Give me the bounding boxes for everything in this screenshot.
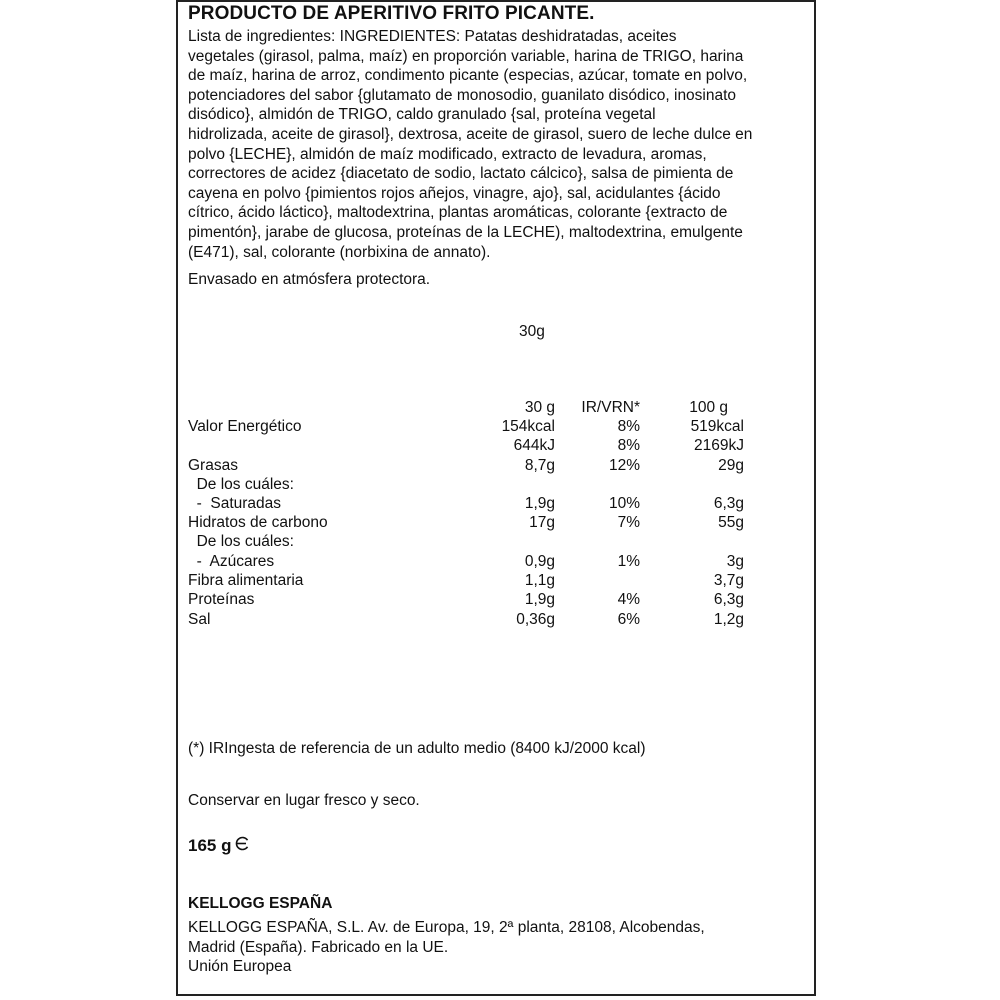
value-30g: 1,9g bbox=[524, 495, 555, 512]
ingredients-line: disódico}, almidón de TRIGO, caldo granulado {sal, proteína vegetal bbox=[188, 106, 656, 124]
address-line: Madrid (España). Fabricado en la UE. bbox=[188, 938, 449, 956]
value-ir: 4% bbox=[617, 591, 640, 608]
value-ir: 6% bbox=[617, 611, 640, 628]
value-30g: 0,9g bbox=[524, 553, 555, 570]
nutrient-label: Valor Energético bbox=[188, 418, 302, 435]
net-weight bbox=[188, 835, 250, 857]
ingredients-line: potenciadores del sabor {glutamato de monosodio, guanilato disódico, inosinato bbox=[188, 86, 737, 104]
value-ir: 1% bbox=[617, 553, 640, 570]
nutrient-label: Proteínas bbox=[188, 591, 255, 608]
address-line: KELLOGG ESPAÑA, S.L. Av. de Europa, 19, 2ª planta, 28108, Alcobendas, bbox=[188, 919, 705, 936]
value-100g: 1,2g bbox=[713, 611, 744, 628]
value-100g: 3,7g bbox=[713, 572, 744, 589]
value-100g: 6,3g bbox=[713, 591, 744, 608]
nutrient-label: - Azúcares bbox=[188, 553, 275, 570]
address-line: Unión Europea bbox=[188, 958, 292, 976]
ingredients-line: (E471), sal, colorante (norbixina de annato). bbox=[188, 243, 491, 261]
value-30g: 154kcal bbox=[501, 418, 555, 435]
ingredients-line: Lista de ingredientes: INGREDIENTES: Patatas deshidratadas, aceites bbox=[188, 28, 677, 45]
value-30g: 0,36g bbox=[516, 611, 555, 628]
value-ir: 8% bbox=[617, 437, 640, 454]
nutrient-sublabel: De los cuáles: bbox=[188, 476, 294, 493]
company-name: KELLOGG ESPAÑA bbox=[188, 895, 333, 912]
ingredients-line: cítrico, ácido láctico}, maltodextrina, plantas aromáticas, colorante {extracto de bbox=[188, 204, 728, 222]
storage-instructions: Conservar en lugar fresco y seco. bbox=[188, 792, 420, 809]
nutrient-label: Fibra alimentaria bbox=[188, 572, 304, 589]
value-100g: 519kcal bbox=[690, 418, 744, 435]
value-100g: 3g bbox=[726, 553, 744, 570]
reference-intake-footnote: (*) IRIngesta de referencia de un adulto medio (8400 kJ/2000 kcal) bbox=[188, 740, 646, 757]
nutrition-header-ir: IR/VRN* bbox=[581, 399, 640, 416]
value-ir: 12% bbox=[608, 457, 640, 474]
value-30g: 17g bbox=[529, 514, 555, 531]
nutrient-label: - Saturadas bbox=[188, 495, 282, 512]
value-ir: 10% bbox=[608, 495, 640, 512]
ingredients-line: vegetales (girasol, palma, maíz) en proporción variable, harina de TRIGO, harina bbox=[188, 47, 744, 65]
packaging-note: Envasado en atmósfera protectora. bbox=[188, 271, 431, 288]
ingredients-line: correctores de acidez {diacetato de sodio, lactato cálcico}, salsa de pimienta de bbox=[188, 165, 734, 183]
e-mark-icon bbox=[234, 835, 250, 857]
nutrient-label: Sal bbox=[188, 611, 211, 628]
value-30g: 1,9g bbox=[524, 591, 555, 608]
ingredients-line: de maíz, harina de arroz, condimento picante (especias, azúcar, tomate en polvo, bbox=[188, 67, 748, 85]
value-30g: 644kJ bbox=[513, 437, 555, 454]
value-30g: 8,7g bbox=[524, 457, 555, 474]
ingredients-line: polvo {LECHE}, almidón de maíz modificado, extracto de levadura, aromas, bbox=[188, 145, 707, 163]
value-100g: 2169kJ bbox=[694, 437, 744, 454]
ingredients-line: hidrolizada, aceite de girasol}, dextrosa, aceite de girasol, suero de leche dulce en bbox=[188, 125, 753, 143]
nutrient-label: Hidratos de carbono bbox=[188, 514, 328, 531]
serving-size: 30g bbox=[519, 323, 545, 340]
nutrition-header-30g: 30 g bbox=[524, 399, 555, 416]
value-100g: 55g bbox=[718, 514, 744, 531]
net-weight-value: 165 g bbox=[188, 836, 232, 855]
value-100g: 6,3g bbox=[713, 495, 744, 512]
value-100g: 29g bbox=[718, 457, 744, 474]
value-30g: 1,1g bbox=[524, 572, 555, 589]
ingredients-list bbox=[188, 27, 808, 262]
value-ir: 8% bbox=[617, 418, 640, 435]
ingredients-line: pimentón}, jarabe de glucosa, proteínas de la LECHE), maltodextrina, emulgente bbox=[188, 223, 743, 241]
product-title: PRODUCTO DE APERITIVO FRITO PICANTE. bbox=[188, 3, 595, 24]
nutrient-sublabel: De los cuáles: bbox=[188, 533, 294, 550]
company-address bbox=[188, 918, 705, 977]
ingredients-line: cayena en polvo {pimientos rojos añejos, vinagre, ajo}, sal, acidulantes {ácido bbox=[188, 184, 721, 202]
value-ir: 7% bbox=[617, 514, 640, 531]
nutrient-label: Grasas bbox=[188, 457, 238, 474]
nutrition-header-100g: 100 g bbox=[689, 399, 728, 416]
